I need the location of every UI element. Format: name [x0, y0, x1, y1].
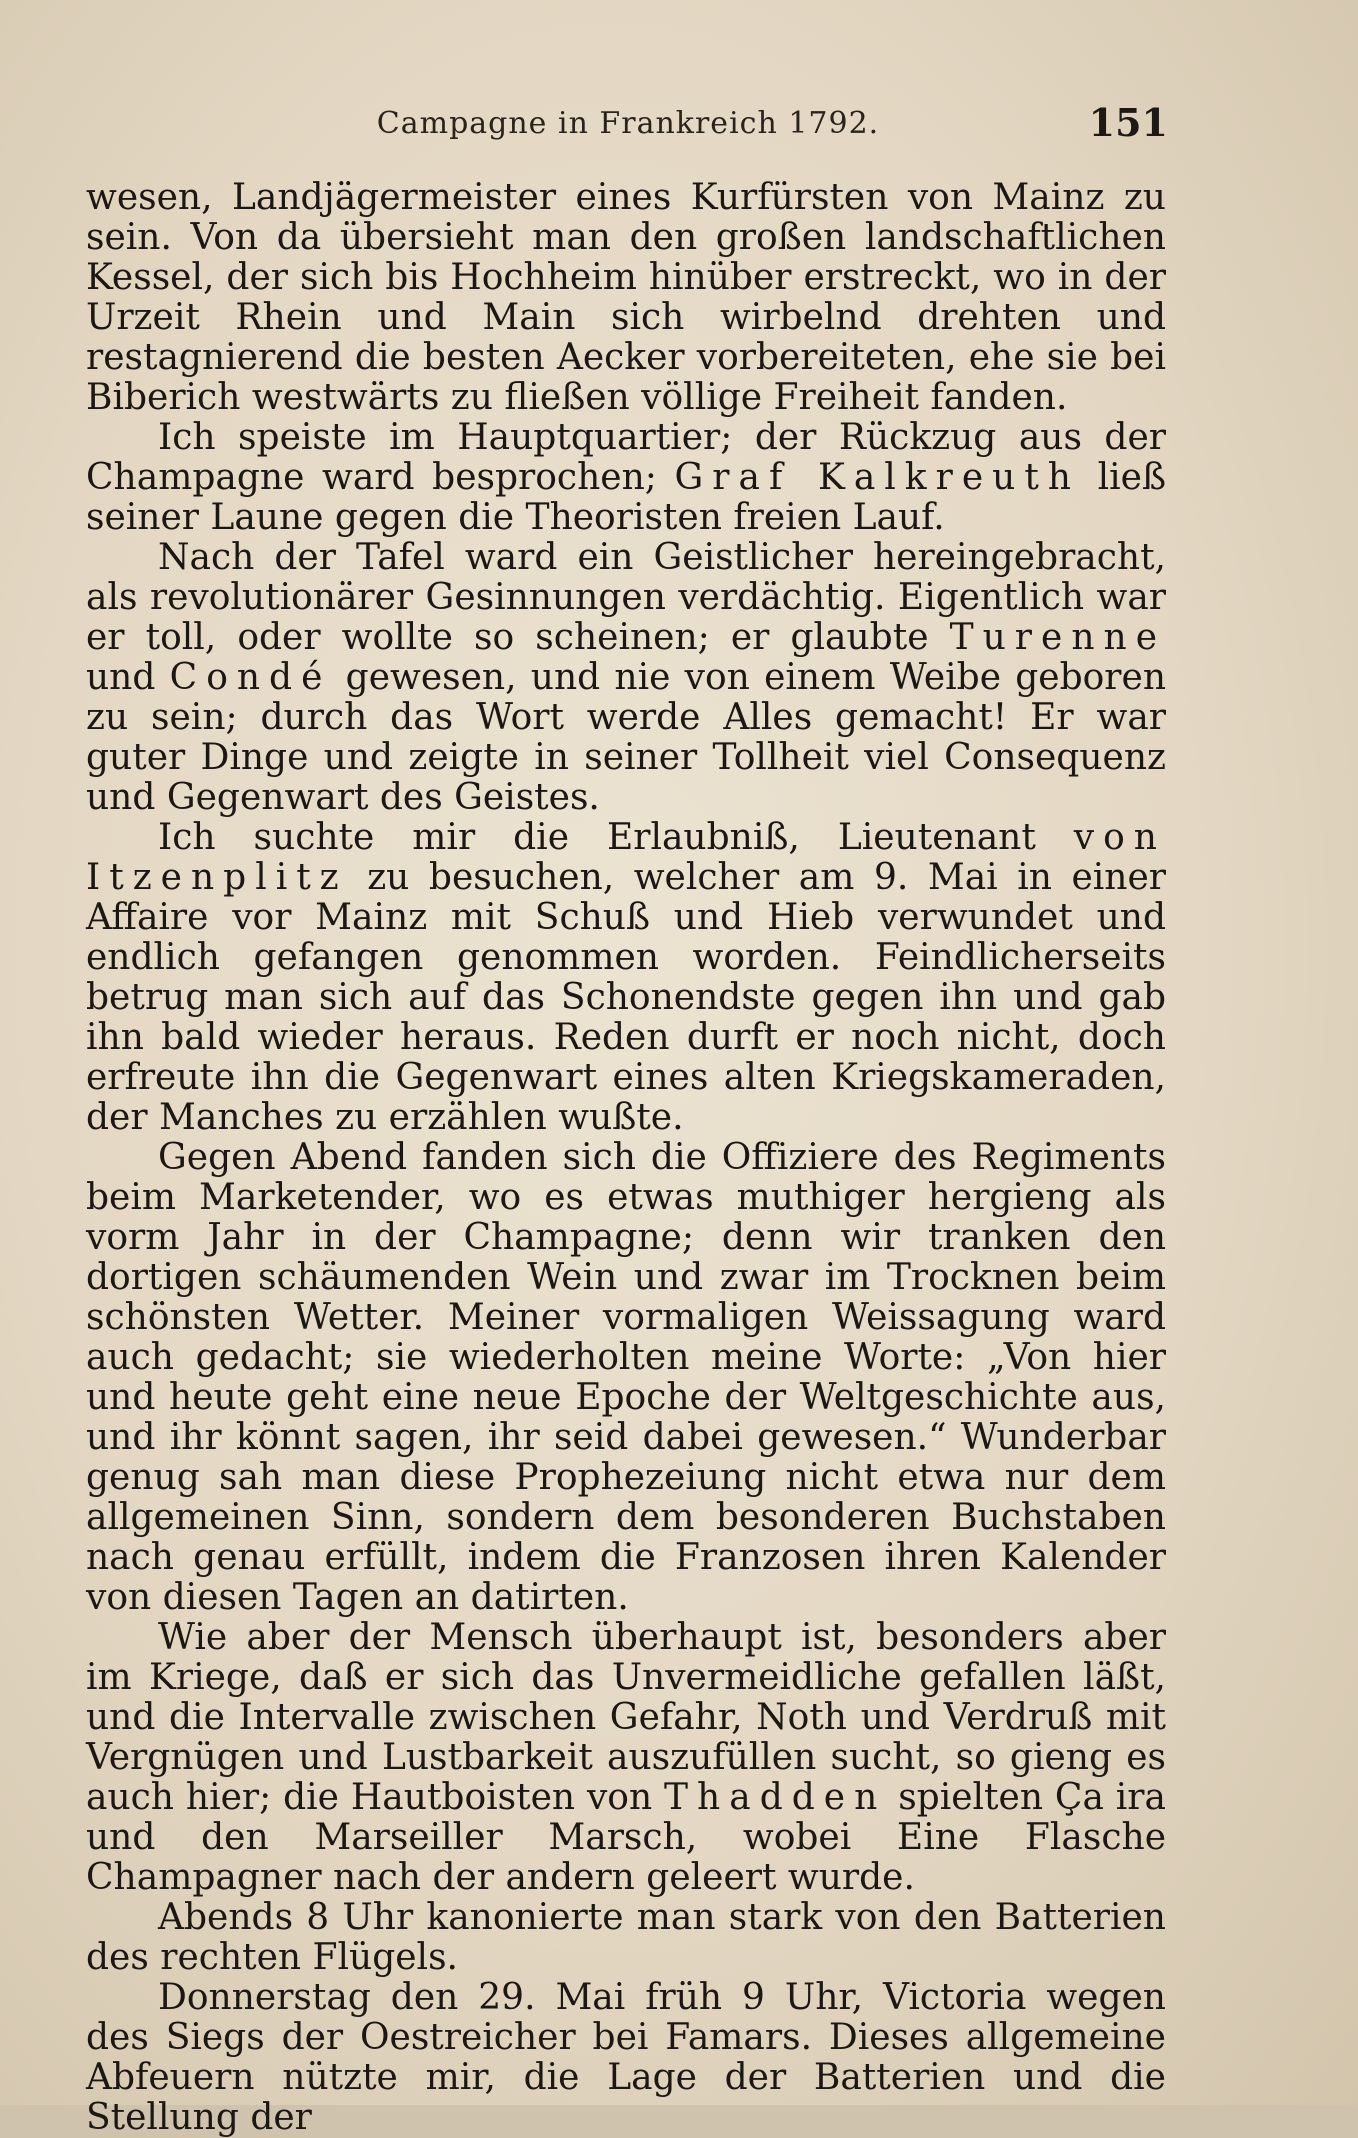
paragraph — [86, 178, 1166, 418]
spaced-name: Graf Kalkreuth — [674, 457, 1080, 498]
paragraph — [86, 538, 1166, 818]
text-run: gewesen, und nie von einem Weibe geboren zu sein; durch das Wort werde Alles gemacht! Er war guter Dinge und zeigte in seiner Tollheit viel Consequenz und Gegenwart des Geistes. — [86, 657, 1167, 818]
paragraph — [86, 1898, 1166, 1978]
text-run: wesen, Landjägermeister eines Kurfürsten von Mainz zu sein. Von da übersieht man den großen landschaftlichen Kessel, der sich bis Hochheim hinüber erstreckt, wo in der Urzeit Rhein und Main sich wirbelnd drehten und restagnierend die besten Aecker vorbereiteten, ehe sie bei Biberich westwärts zu fließen völlige Freiheit fanden. — [86, 177, 1166, 418]
spaced-name: Thadden — [664, 1777, 887, 1818]
paragraph — [86, 418, 1166, 538]
spaced-name: Turenne — [949, 617, 1166, 658]
text-run: zu besuchen, welcher am 9. Mai in einer Affaire vor Mainz mit Schuß und Hieb verwundet und endlich gefangen genommen worden. Feindlicherseits betrug man sich auf das Schonendste gegen ihn und gab ihn bald wieder heraus. Reden durft er noch nicht, doch erfreute ihn die Gegenwart eines alten Kriegskameraden, der Manches zu erzählen wußte. — [86, 857, 1166, 1138]
paragraph — [86, 1138, 1166, 1618]
text-run: Wie aber der Mensch überhaupt ist, besonders aber im Kriege, daß er sich das Unvermeidliche gefallen läßt, und die Intervalle zwischen Gefahr, Noth und Verdruß mit Vergnügen und Lustbarkeit auszufüllen sucht, so gieng es auch hier; die Hautboisten von — [86, 1617, 1166, 1818]
text-run: spielten Ça ira und den Marseiller Marsch, wobei Eine Flasche Champagner nach der andern geleert wurde. — [86, 1777, 1166, 1898]
text-run: Donnerstag den 29. Mai früh 9 Uhr, Victoria wegen des Siegs der Oestreicher bei Famars. Dieses allgemeine Abfeuern nützte mir, die Lage der Batterien und die Stellung der — [86, 1977, 1166, 2138]
text-run: Gegen Abend fanden sich die Offiziere des Regiments beim Marketender, wo es etwas muthiger hergieng als vorm Jahr in der Champagne; denn wir tranken den dortigen schäumenden Wein und zwar im Trocknen beim schönsten Wetter. Meiner vormaligen Weissagung ward auch gedacht; sie wiederholten meine Worte: „Von hier und heute geht eine neue Epoche der Weltgeschichte aus, und ihr könnt sagen, ihr seid dabei gewesen.“ Wunderbar genug sah man diese Prophezeiung nicht etwa nur dem allgemeinen Sinn, sondern dem besonderen Buchstaben nach genau erfüllt, indem die Franzosen ihren Kalender von diesen Tagen an datirten. — [86, 1137, 1166, 1618]
text-run: Nach der Tafel ward ein Geistlicher hereingebracht, als revolutionärer Gesinnungen verdächtig. Eigentlich war er toll, oder wollte so scheinen; er glaubte — [86, 537, 1166, 658]
body-text — [86, 178, 1166, 2138]
paragraph — [86, 1978, 1166, 2138]
spaced-name: von Itzenplitz — [86, 817, 1166, 898]
text-run: Abends 8 Uhr kanonierte man stark von den Batterien des rechten Flügels. — [86, 1897, 1166, 1978]
spaced-name: Condé — [169, 657, 332, 698]
text-run: und — [86, 657, 170, 698]
page-number: 151 — [1088, 100, 1168, 145]
text-run: Ich speiste im Hauptquartier; der Rückzug aus der Champagne ward besprochen; — [86, 417, 1166, 498]
running-title: Campagne in Frankreich 1792. — [376, 106, 880, 141]
text-run: ließ seiner Laune gegen die Theoristen freien Lauf. — [86, 457, 1167, 538]
text-run: Ich suchte mir die Erlaubniß, Lieutenant — [158, 817, 1074, 858]
paragraph — [86, 1618, 1166, 1898]
page-header — [88, 100, 1168, 160]
paragraph — [86, 818, 1166, 1138]
